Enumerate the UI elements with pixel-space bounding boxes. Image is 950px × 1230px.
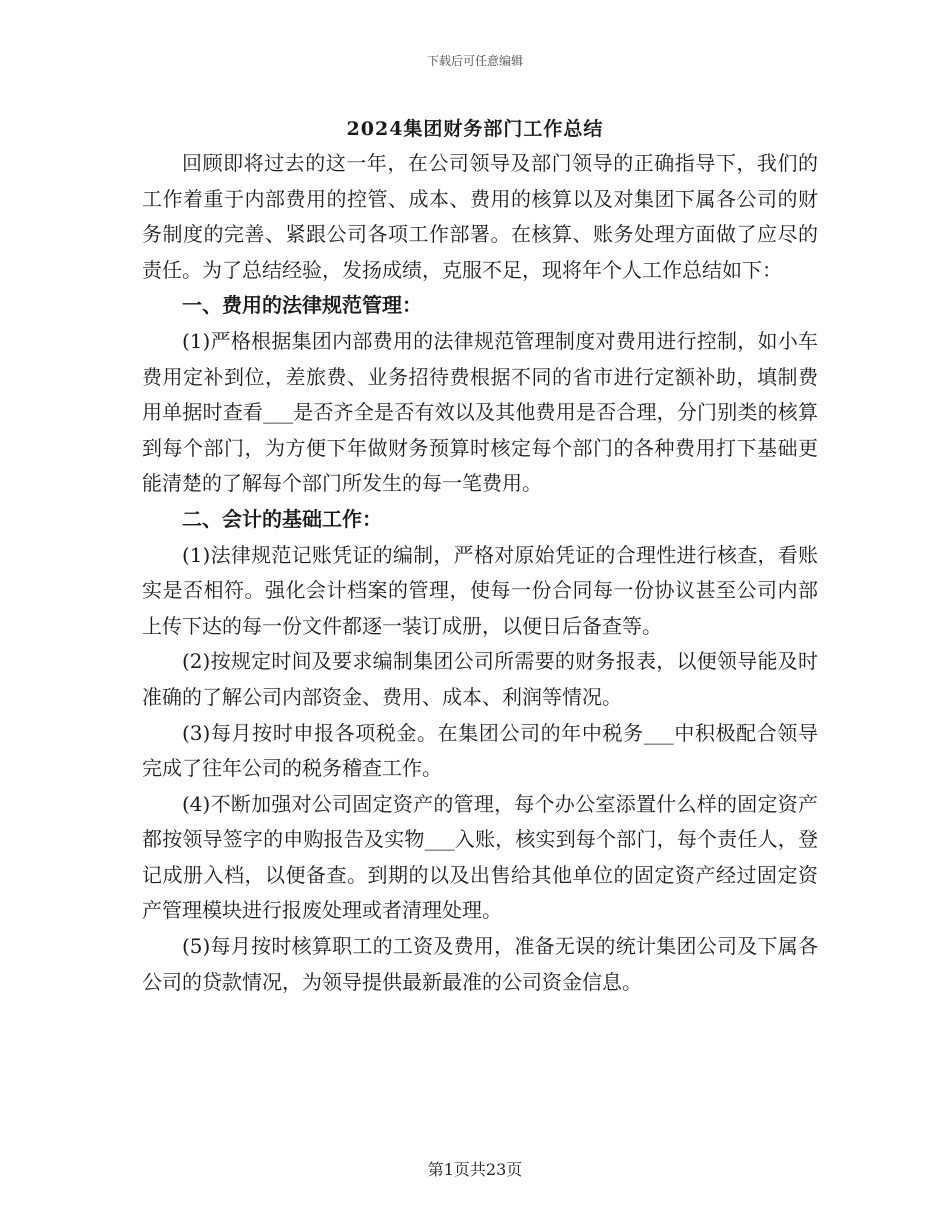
intro-paragraph: 回顾即将过去的这一年，在公司领导及部门领导的正确指导下，我们的工作着重于内部费用的控管、成本、费用的核算以及对集团下属各公司的财务制度的完善、紧跟公司各项工作部署。在核算、账务处理方面做了应尽的责任。为了总结经验，发扬成绩，克服不足，现将年个人工作总结如下：: [142, 151, 818, 282]
accounting-paragraph-1: (1)法律规范记账凭证的编制，严格对原始凭证的合理性进行核查，看账实是否相符。强化会计档案的管理，使每一份合同每一份协议甚至公司内部上传下达的每一份文件都逐一装订成册，以便日后备查等。: [142, 542, 818, 638]
section-heading-expense: 一、费用的法律规范管理：: [182, 293, 422, 318]
section-heading-accounting: 二、会计的基础工作：: [182, 506, 382, 531]
accounting-paragraph-3: (3)每月按时申报各项税金。在集团公司的年中税务___中积极配合领导完成了往年公司的税务稽查工作。: [142, 720, 818, 781]
page-number: 第1页共23页: [427, 1160, 523, 1179]
accounting-paragraph-5: (5)每月按时核算职工的工资及费用，准备无误的统计集团公司及下属各公司的贷款情况，为领导提供最新最准的公司资金信息。: [142, 934, 818, 994]
accounting-paragraph-2: (2)按规定时间及要求编制集团公司所需要的财务报表，以便领导能及时准确的了解公司内部资金、费用、成本、利润等情况。: [142, 649, 818, 709]
page-header-note: 下载后可任意编辑: [426, 54, 523, 68]
accounting-paragraph-4: (4)不断加强对公司固定资产的管理，每个办公室添置什么样的固定资产都按领导签字的申购报告及实物___入账，核实到每个部门，每个责任人，登记成册入档，以便备查。到期的以及出售给其他单位的固定资产经过固定资产管理模块进行报废处理或者清理处理。: [142, 791, 818, 923]
document-body: [142, 146, 818, 1000]
document-title: 2024集团财务部门工作总结: [346, 118, 604, 140]
expense-paragraph-1: (1)严格根据集团内部费用的法律规范管理制度对费用进行控制，如小车费用定补到位，差旅费、业务招待费根据不同的省市进行定额补助，填制费用单据时查看___是否齐全是否有效以及其他费用是否合理，分门别类的核算到每个部门，为方便下年做财务预算时核定每个部门的各种费用打下基础更能清楚的了解每个部门所发生的每一笔费用。: [142, 328, 818, 496]
